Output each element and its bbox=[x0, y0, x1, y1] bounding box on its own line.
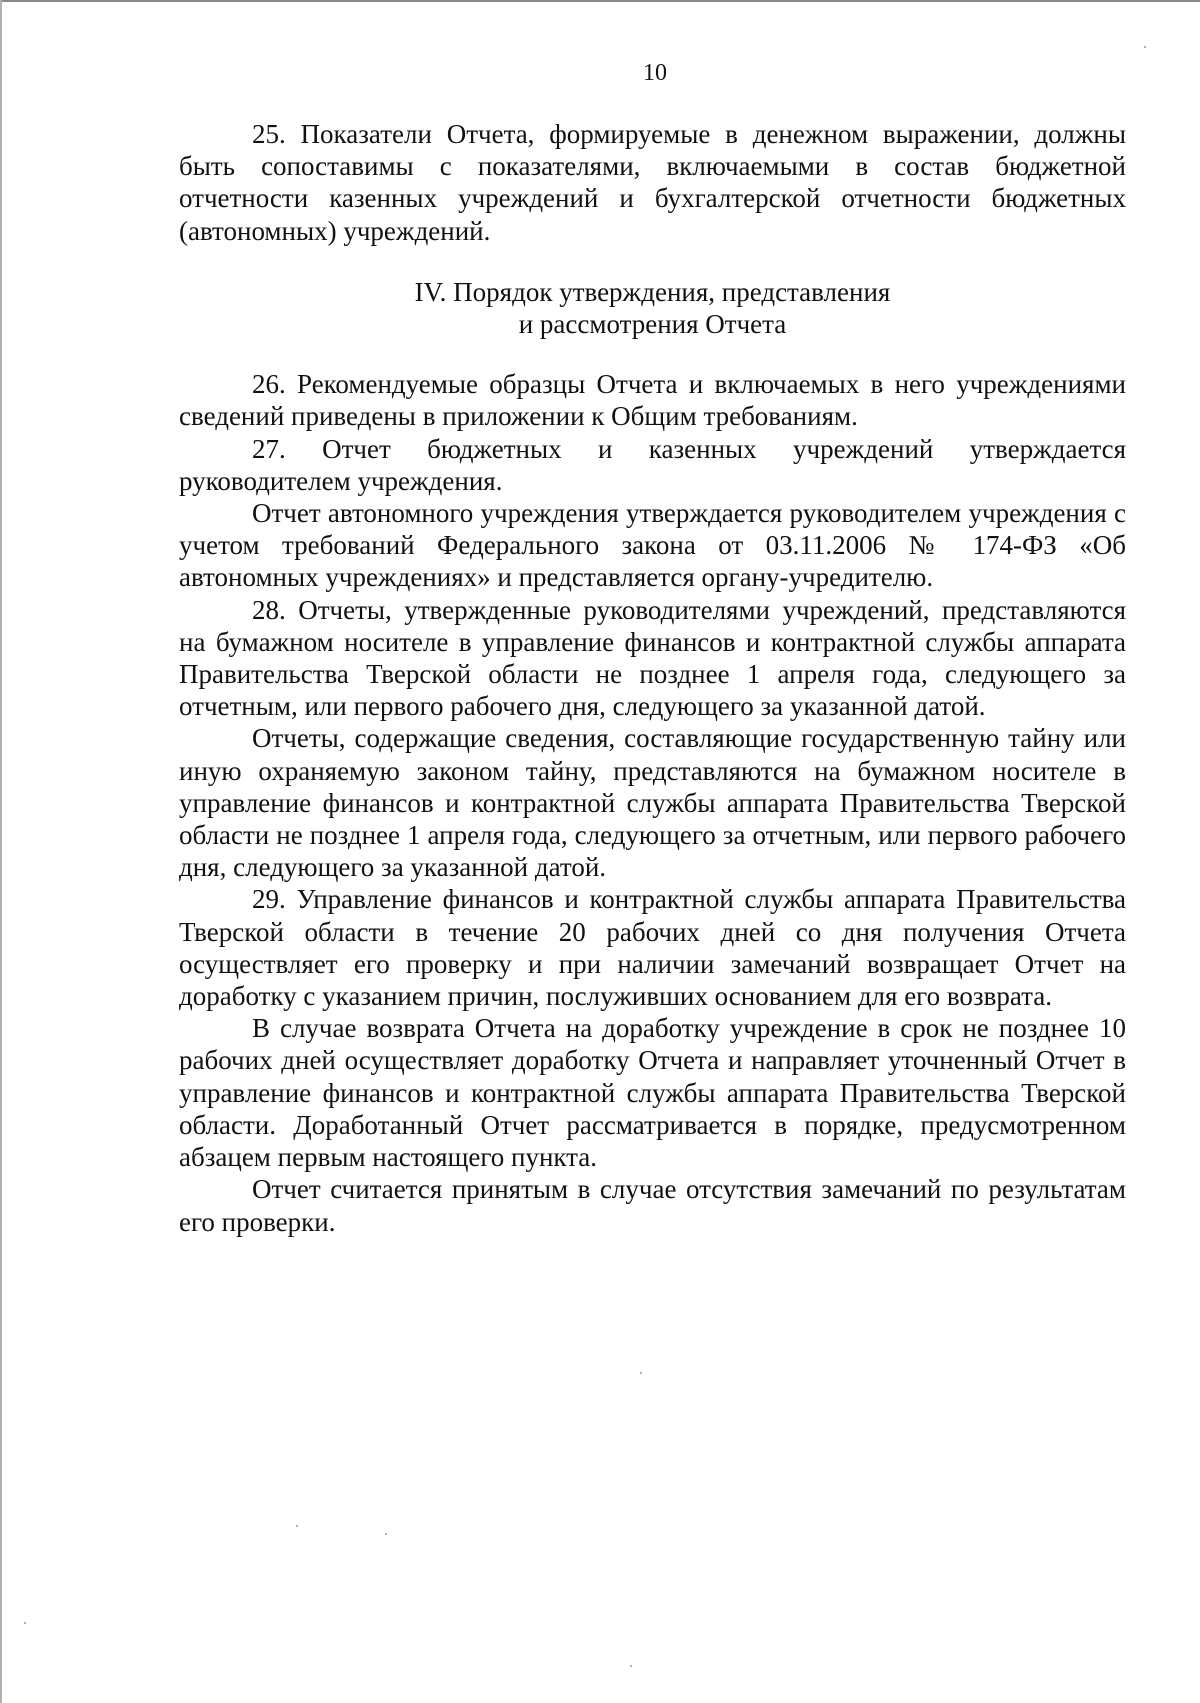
paragraph-28: 28. Отчеты, утвержденные руководителями учреждений, представляются на бумажном носителе в управление финансов и контрактной службы аппарата Правительства Тверской области не позднее 1 апреля года, следующего за отчетным, или первого рабочего дня, следующего за указанной датой. bbox=[179, 594, 1126, 722]
paragraph-27: 27. Отчет бюджетных и казенных учреждений утверждается руководителем учреждения. bbox=[179, 433, 1126, 496]
scan-speck bbox=[630, 1665, 632, 1667]
paragraph-27-autonomous: Отчет автономного учреждения утверждается руководителем учреждения с учетом требований Федерального закона от 03.11.2006 № 174-ФЗ «Об автономных учреждениях» и представляется органу-учредителю. bbox=[179, 498, 1126, 593]
scan-top-edge bbox=[0, 0, 1200, 2]
paragraph-26: 26. Рекомендуемые образцы Отчета и включаемых в него учреждениями сведений приведены в приложении к Общим требованиям. bbox=[179, 369, 1126, 432]
paragraph-25: 25. Показатели Отчета, формируемые в денежном выражении, должны быть сопоставимы с показателями, включаемыми в состав бюджетной отчетности казенных учреждений и бухгалтерской отчетности бюджетных (автономных) учреждений. bbox=[179, 119, 1126, 246]
paragraph-29: 29. Управление финансов и контрактной службы аппарата Правительства Тверской области в течение 20 рабочих дней со дня получения Отчета осуществляет его проверку и при наличии замечаний возвращает Отчет на доработку с указанием причин, послуживших основанием для его возврата. bbox=[179, 884, 1126, 1012]
scan-speck bbox=[1144, 46, 1146, 48]
scan-speck bbox=[296, 1525, 298, 1527]
scan-speck bbox=[640, 1372, 642, 1374]
scan-speck bbox=[24, 1622, 26, 1624]
paragraph-28-secret: Отчеты, содержащие сведения, составляющие государственную тайну или иную охраняемую законом тайну, представляются на бумажном носителе в управление финансов и контрактной службы аппарата Правительства Тверской области не позднее 1 апреля года, следующего за отчетным, или первого рабочего дня, следующего за указанной датой. bbox=[179, 723, 1126, 883]
paragraph-29-accepted: Отчет считается принятым в случае отсутствия замечаний по результатам его проверки. bbox=[179, 1174, 1126, 1237]
paragraph-29-return: В случае возврата Отчета на доработку учреждение в срок не позднее 10 рабочих дней осуществляет доработку Отчета и направляет уточненный Отчет в управление финансов и контрактной службы аппарата Правительства Тверской области. Доработанный Отчет рассматривается в порядке, предусмотренном абзацем первым настоящего пункта. bbox=[179, 1013, 1126, 1173]
section-heading-line-1: IV. Порядок утверждения, представления bbox=[414, 276, 891, 307]
section-heading bbox=[179, 247, 1126, 368]
scan-speck bbox=[385, 1533, 387, 1535]
document-body bbox=[179, 118, 1126, 1238]
page-number: 10 bbox=[643, 60, 667, 86]
section-heading-line-2: и рассмотрения Отчета bbox=[518, 309, 787, 340]
scan-left-edge bbox=[0, 0, 2, 1703]
